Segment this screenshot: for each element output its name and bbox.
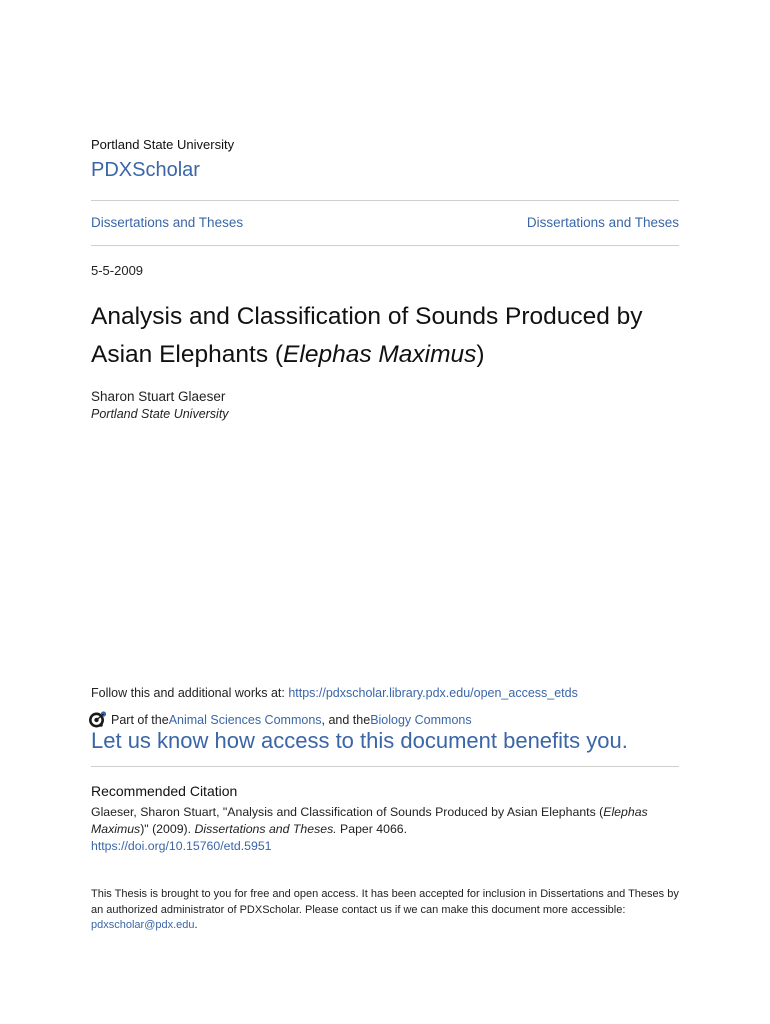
institution-name: Portland State University <box>91 137 235 152</box>
collection-url-link[interactable]: https://pdxscholar.library.pdx.edu/open_access_etds <box>288 686 578 700</box>
citation-species: Elephas Maximus <box>91 805 648 836</box>
part-of-prefix: Part of the <box>111 712 169 727</box>
breadcrumb-collection-link[interactable]: Dissertations and Theses <box>91 215 244 230</box>
follow-text: Follow this and additional works at: <box>91 686 289 700</box>
citation-part2: )" (2009). <box>140 822 195 836</box>
citation-series: Dissertations and Theses. <box>194 822 337 836</box>
divider <box>91 766 679 767</box>
divider <box>91 200 679 201</box>
citation-part1: Glaeser, Sharon Stuart, "Analysis and Classification of Sounds Produced by Asian Elephants ( <box>91 805 604 819</box>
biology-commons-link[interactable]: Biology Commons <box>370 712 472 727</box>
notice-text: This Thesis is brought to you for free and open access. It has been accepted for inclusion in Dissertations and Theses by an authorized administrator of PDXScholar. Please contact us if we can make this document more accessible: <box>91 888 679 916</box>
title-species: Elephas Maximus <box>283 341 477 368</box>
breadcrumb-series-link[interactable]: Dissertations and Theses <box>526 215 679 230</box>
doi-link[interactable]: https://doi.org/10.15760/etd.5951 <box>91 839 272 853</box>
citation-heading: Recommended Citation <box>91 783 238 799</box>
follow-line <box>91 686 578 700</box>
title-main: Analysis and Classification of Sounds Produced by Asian Elephants ( <box>91 303 643 368</box>
repository-link[interactable]: PDXScholar <box>91 159 200 181</box>
contact-email-link[interactable]: pdxscholar@pdx.edu <box>91 919 195 931</box>
author-affiliation: Portland State University <box>91 407 229 421</box>
document-title <box>91 298 679 374</box>
part-of-line <box>91 711 472 728</box>
part-of-middle: , and the <box>321 712 371 727</box>
feedback-link[interactable]: Let us know how access to this document benefits you. <box>91 728 628 753</box>
citation-text <box>91 804 679 855</box>
author-name: Sharon Stuart Glaeser <box>91 389 226 404</box>
divider <box>91 245 679 246</box>
access-notice <box>91 887 679 934</box>
title-close: ) <box>476 341 485 368</box>
publication-date: 5-5-2009 <box>91 263 144 278</box>
animal-sciences-commons-link[interactable]: Animal Sciences Commons <box>168 712 322 727</box>
breadcrumb <box>91 215 679 230</box>
notice-end: . <box>194 919 198 931</box>
citation-part3: Paper 4066. <box>336 822 408 836</box>
network-icon <box>88 711 108 728</box>
